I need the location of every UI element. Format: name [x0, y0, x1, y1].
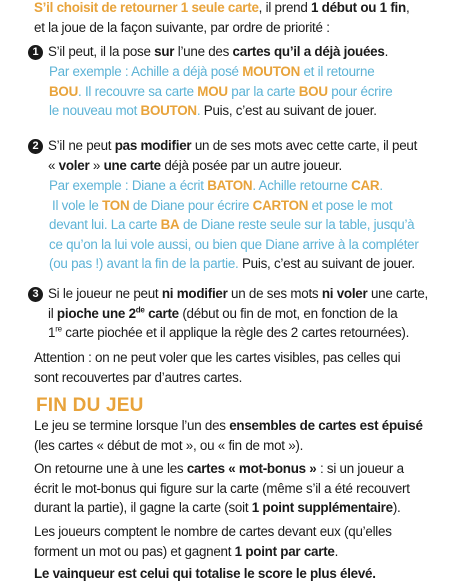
fin-p1-line-1: Le jeu se termine lorsque l’un des ensembles de cartes est épuisé — [34, 418, 423, 433]
rule-1-example — [49, 62, 429, 121]
rule-2-paragraph — [48, 136, 428, 175]
fin-p3-line-1: Les joueurs comptent le nombre de cartes devant eux (qu’elles — [34, 524, 392, 539]
fin-p2-line-2: écrit le mot-bonus qui figure sur la carte (même s’il a été recouvert — [34, 480, 410, 496]
rule-1-number-badge: 1 — [28, 45, 43, 60]
fin-p2-line-1: On retourne une à une les cartes « mot-bonus » : si un joueur a — [34, 461, 404, 476]
rule-1-paragraph — [48, 42, 428, 62]
rule-2-example-line-5: (ou pas !) avant la fin de la partie. Puis, c’est au suivant de jouer. — [49, 256, 415, 272]
rule-2-example-line-4: ce qu’on la lui vole aussi, ou bien que Diane arrive à la compléter — [49, 236, 419, 252]
fin-paragraph-3 — [34, 522, 414, 561]
fin-paragraph-2 — [34, 459, 414, 518]
intro-paragraph — [34, 0, 414, 37]
rule-2-example-line-2: Il vole le TON de Diane pour écrire CARTON et pose le mot — [52, 197, 393, 213]
intro-line-2: et la joue de la façon suivante, par ordre de priorité : — [34, 19, 330, 35]
rule-1-example-line-2: BOU. Il recouvre sa carte MOU par la carte BOU pour écrire — [49, 83, 393, 99]
rule-3-line-1: Si le joueur ne peut ni modifier un de ses mots ni voler une carte, — [48, 286, 428, 301]
rule-2-example — [49, 176, 429, 274]
rule-3-line-3: 1re carte piochée et il applique la règle des 2 cartes retournées). — [48, 324, 410, 341]
rule-2-example-line-1: Par exemple : Diane a écrit BATON. Achille retourne CAR. — [49, 178, 383, 193]
rule-1-line-1: S’il peut, il la pose sur l’une des cartes qu’il a déjà jouées. — [48, 44, 389, 59]
rule-1-example-line-1: Par exemple : Achille a déjà posé MOUTON et il retourne — [49, 64, 375, 79]
fin-paragraph-4 — [34, 564, 414, 584]
attention-paragraph — [34, 348, 414, 387]
fin-paragraph-1 — [34, 416, 423, 455]
rule-3-line-2: il pioche une 2de carte (début ou fin de mot, en fonction de la — [48, 305, 398, 321]
rule-2-example-line-3: devant lui. La carte BA de Diane reste seule sur la table, jusqu’à — [49, 217, 415, 233]
rule-2-line-1: S’il ne peut pas modifier un de ses mots avec cette carte, il peut — [48, 138, 418, 153]
rule-3-number-badge: 3 — [28, 287, 43, 302]
fin-p1-line-2: (les cartes « début de mot », ou « fin de mot »). — [34, 437, 304, 453]
rule-1-example-line-3: le nouveau mot BOUTON. Puis, c’est au suivant de jouer. — [49, 103, 377, 119]
rule-3-paragraph — [48, 284, 428, 343]
fin-p4-line-1: Le vainqueur est celui qui totalise le score le plus élevé. — [34, 566, 376, 581]
fin-p3-line-2: forment un mot ou pas) et gagnent 1 point par carte. — [34, 543, 339, 559]
attention-line-1: Attention : on ne peut voler que les cartes visibles, pas celles qui — [34, 350, 401, 365]
intro-line-1: S’il choisit de retourner 1 seule carte, il prend 1 début ou 1 fin, — [34, 0, 410, 15]
fin-p2-line-3: durant la partie), il gagne la carte (soit 1 point supplémentaire). — [34, 500, 401, 516]
attention-line-2: sont recouvertes par d’autres cartes. — [34, 369, 243, 385]
fin-du-jeu-heading: FIN DU JEU — [36, 395, 144, 416]
rule-2-line-2: « voler » une carte déjà posée par un autre joueur. — [48, 157, 342, 173]
rule-2-number-badge: 2 — [28, 139, 43, 154]
